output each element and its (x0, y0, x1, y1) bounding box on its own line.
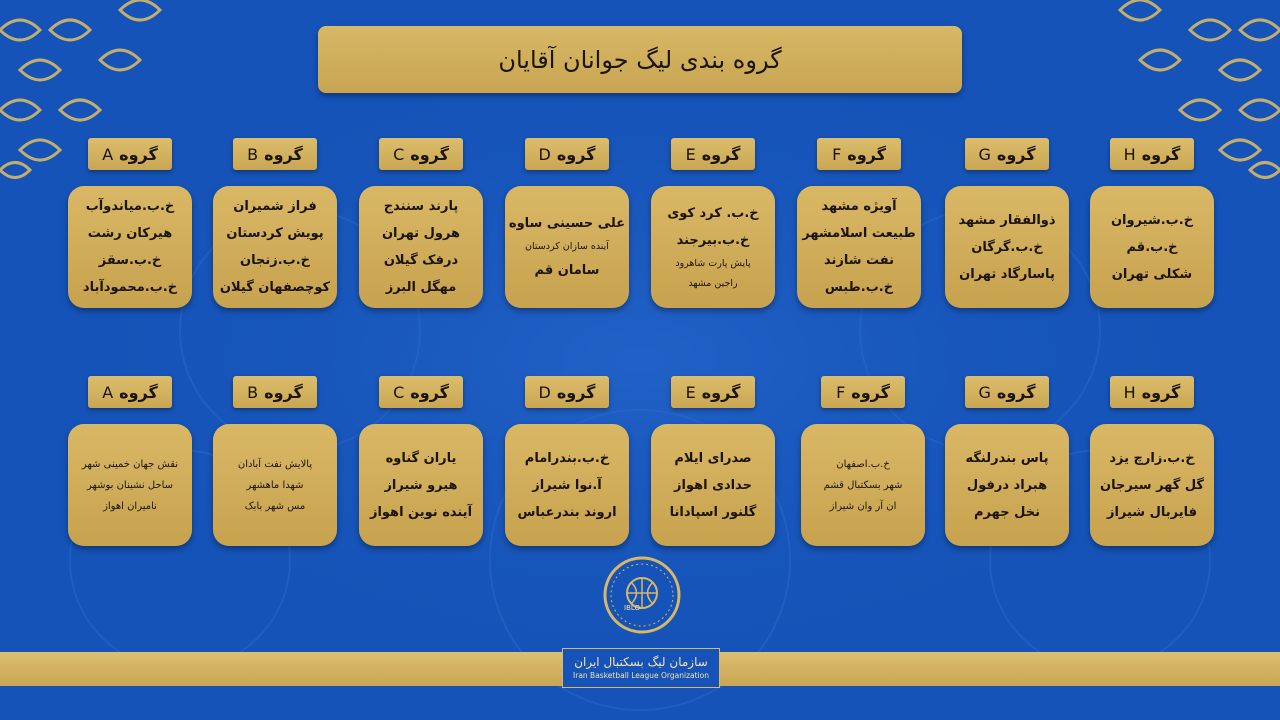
group-card (505, 424, 629, 546)
team-name: آینده نوین اهواز (369, 504, 473, 520)
group-tab (379, 138, 463, 170)
group-tab (817, 138, 901, 170)
group-tab (821, 376, 905, 408)
group-word: گروه (996, 382, 1036, 402)
page-title (318, 26, 962, 93)
team-name: علی حسینی ساوه (508, 216, 626, 231)
team-name: ذوالفقار مشهد (958, 212, 1056, 228)
group-letter: D (538, 382, 551, 402)
team-name: خ.ب.سقز (98, 253, 162, 268)
group-f-row-1 (797, 138, 925, 318)
team-name: خ.ب.شیروان (1110, 212, 1194, 228)
group-card (945, 424, 1069, 546)
team-name: طبیعت اسلامشهر (802, 226, 916, 241)
page-title-text: گروه بندی لیگ جوانان آقایان (498, 45, 782, 74)
team-name: سامان قم (534, 263, 600, 278)
group-d-row-2 (505, 376, 633, 556)
basketball-emblem-icon (603, 556, 681, 634)
team-name: خ.ب.میاندوآب (85, 199, 175, 214)
group-letter: C (393, 382, 405, 402)
team-name: فایربال شیراز (1106, 504, 1198, 520)
team-name: مهگل البرز (385, 280, 457, 295)
team-name: خ.ب.بیرجند (676, 233, 750, 248)
group-tab (1110, 138, 1194, 170)
team-name: آ.نوا شیراز (532, 477, 602, 493)
team-name: خ.ب.قم (1126, 239, 1178, 255)
footer-org-name-en: Iran Basketball League Organization (573, 671, 709, 680)
team-name: صدرای ایلام (674, 450, 752, 466)
group-word: گروه (410, 144, 449, 164)
group-word: گروه (556, 382, 596, 402)
group-card (359, 186, 483, 308)
group-h-row-1 (1090, 138, 1218, 318)
group-word: گروه (996, 144, 1036, 164)
team-name: پارند سنندج (383, 199, 459, 214)
team-name: فراز شمیران (233, 199, 317, 214)
team-name: نخل جهرم (974, 504, 1040, 520)
team-name: هبراد درفول (966, 477, 1048, 493)
group-f-row-2 (801, 376, 929, 556)
group-card (68, 186, 192, 308)
team-name: آینده سازان کردستان (525, 241, 609, 252)
group-word: گروه (410, 382, 449, 402)
group-word: گروه (264, 144, 303, 164)
group-card (945, 186, 1069, 308)
groups-row-2 (0, 376, 1280, 556)
group-tab (88, 138, 172, 170)
group-card (68, 424, 192, 546)
team-name: خ.ب.بندرامام (524, 450, 610, 466)
group-card (359, 424, 483, 546)
team-name: خ.ب.گرگان (971, 239, 1043, 255)
group-word: گروه (119, 144, 158, 164)
group-d-row-1 (505, 138, 633, 318)
group-card (1090, 186, 1214, 308)
groups-row-1 (0, 138, 1280, 318)
footer-logo (562, 648, 720, 688)
group-tab (233, 138, 317, 170)
emblem-text: IBLO (624, 604, 641, 612)
team-name: گل گهر سیرجان (1100, 477, 1204, 493)
group-letter: B (247, 144, 259, 164)
team-name: خ.ب. کرد کوی (667, 206, 759, 221)
group-tab (233, 376, 317, 408)
team-name: هیرو شیراز (384, 477, 458, 493)
group-letter: D (538, 144, 551, 164)
group-letter: H (1123, 144, 1136, 164)
team-name: خ.ب.طبس (824, 280, 894, 295)
group-card (505, 186, 629, 308)
group-word: گروه (1141, 144, 1181, 164)
group-word: گروه (264, 382, 303, 402)
group-card (1090, 424, 1214, 546)
group-word: گروه (701, 382, 741, 402)
group-c-row-2 (359, 376, 487, 556)
footer-org-name-fa: سازمان لیگ بسکتبال ایران (574, 655, 708, 669)
group-tab (671, 138, 755, 170)
team-name: خ.ب.زارچ یزد (1109, 450, 1195, 466)
team-name: نامیران اهواز (103, 500, 157, 512)
group-letter: E (685, 382, 696, 402)
team-name: هرول تهران (381, 226, 461, 241)
team-name: یاران گناوه (385, 450, 457, 466)
group-letter: C (393, 144, 405, 164)
group-tab (379, 376, 463, 408)
group-tab (525, 138, 609, 170)
group-a-row-1 (68, 138, 196, 318)
group-b-row-1 (213, 138, 341, 318)
group-card (213, 186, 337, 308)
group-letter: H (1123, 382, 1136, 402)
group-e-row-2 (651, 376, 779, 556)
group-b-row-2 (213, 376, 341, 556)
team-name: کوچصفهان گیلان (219, 280, 331, 295)
team-name: پویش کردستان (226, 226, 324, 241)
group-word: گروه (701, 144, 741, 164)
team-name: خ.ب.محمودآباد (82, 280, 178, 295)
group-letter: A (102, 382, 114, 402)
group-tab (671, 376, 755, 408)
group-tab (965, 376, 1049, 408)
group-letter: F (836, 382, 846, 402)
team-name: شکلی تهران (1111, 266, 1193, 282)
group-tab (525, 376, 609, 408)
team-name: پاسارگاد تهران (959, 266, 1055, 282)
team-name: آویژه مشهد (821, 199, 897, 214)
group-letter: G (978, 382, 991, 402)
group-letter: E (685, 144, 696, 164)
group-word: گروه (556, 144, 596, 164)
team-name: مس شهر بابک (244, 500, 306, 512)
team-name: ساحل نشینان بوشهر (86, 479, 174, 491)
group-h-row-2 (1090, 376, 1218, 556)
group-c-row-1 (359, 138, 487, 318)
group-g-row-1 (945, 138, 1073, 318)
team-name: خ.ب.زنجان (239, 253, 311, 268)
team-name: راجین مشهد (688, 278, 738, 289)
group-card (801, 424, 925, 546)
group-letter: F (832, 144, 842, 164)
group-letter: G (978, 144, 991, 164)
team-name: خ.ب.اصفهان (836, 458, 890, 470)
group-card (797, 186, 921, 308)
group-letter: B (247, 382, 259, 402)
team-name: ان آر وان شیراز (829, 500, 897, 512)
group-word: گروه (851, 382, 890, 402)
team-name: نفت شازند (823, 253, 895, 268)
team-name: هیرکان رشت (87, 226, 173, 241)
team-name: حدادی اهواز (674, 477, 753, 493)
team-name: شهر بسکتبال قشم (823, 479, 903, 491)
team-name: پاس بندرلنگه (965, 450, 1049, 466)
team-name: گلنور اسپادانا (669, 504, 757, 520)
group-card (213, 424, 337, 546)
team-name: پالایش نفت آبادان (237, 458, 313, 470)
group-word: گروه (1141, 382, 1181, 402)
team-name: نقش جهان خمینی شهر (81, 458, 179, 470)
group-word: گروه (847, 144, 886, 164)
group-card (651, 186, 775, 308)
group-e-row-1 (651, 138, 779, 318)
group-a-row-2 (68, 376, 196, 556)
team-name: درفک گیلان (383, 253, 459, 268)
team-name: اروند بندرعباس (517, 504, 617, 520)
group-word: گروه (119, 382, 158, 402)
group-card (651, 424, 775, 546)
group-tab (965, 138, 1049, 170)
group-tab (1110, 376, 1194, 408)
team-name: شهدا ماهشهر (246, 479, 304, 491)
group-g-row-2 (945, 376, 1073, 556)
group-letter: A (102, 144, 114, 164)
team-name: پایش پارت شاهرود (675, 258, 751, 269)
group-tab (88, 376, 172, 408)
